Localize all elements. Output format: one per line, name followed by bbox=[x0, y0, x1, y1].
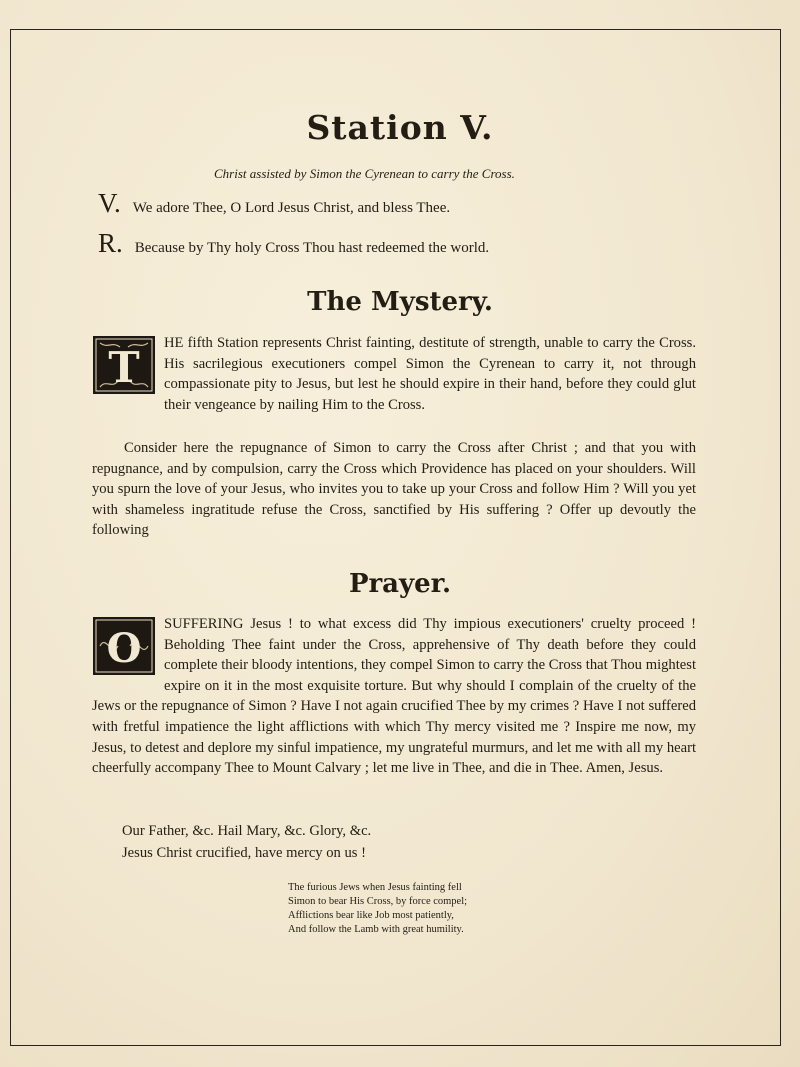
response-text: Because by Thy holy Cross Thou hast redeemed the world. bbox=[134, 240, 490, 256]
prayer-paragraph-text: SUFFERING Jesus ! to what excess did Thy impious executioners' cruelty proceed ! Beholding Thee faint under the Cross, apprehensive of Thy death before they could complete their bloody intentions, they compel Simon to carry the Cross that Thou mightest expire on it in the most exquisite torture. But why should I complain of the cruelty of the Jews or the repugnance of Simon ? Have I not again crucified Thee by my crimes ? Have I not suffered with fretful impatience the light afflictions with which Thy mercy visited me ? Inspire me now, my Jesus, to detest and deplore my sinful impatience, my ungrateful murmurs, and let me with all my heart cheerfully accompany Thee to Mount Calvary ; let me live in Thee, and die in Thee. Amen, Jesus. bbox=[92, 616, 696, 777]
mystery-paragraph-1-text: HE fifth Station represents Christ fainting, destitute of strength, unable to carry the Cross. His sacrilegious executioners compel Simon the Cyrenean to carry it, not through compassionate pity to Jesus, but lest he should expire in their hand, before they could glut their vengeance by nailing Him to the Cross. bbox=[164, 335, 696, 413]
mystery-paragraph-1 bbox=[92, 333, 696, 415]
mystery-paragraph-2: Consider here the repugnance of Simon to carry the Cross after Christ ; and that you with repugnance, and by compulsion, carry the Cross which Providence has placed on your shoulders. Will you spurn the love of your Jesus, who invites you to take up your Cross and follow Him ? Will you yet with shameless ingratitude refuse the Cross, sanctified by His suffering ? Offer up devoutly the following bbox=[92, 440, 696, 539]
versicle-letter: V. bbox=[98, 188, 121, 218]
response-line bbox=[98, 228, 489, 259]
station-title: Station V. bbox=[306, 108, 494, 147]
versicle-text: We adore Thee, O Lord Jesus Christ, and bless Thee. bbox=[132, 200, 451, 216]
jesus-crucified-line: Jesus Christ crucified, have mercy on us ! bbox=[122, 845, 366, 861]
verse-line: The furious Jews when Jesus fainting fell bbox=[288, 882, 462, 893]
verse-line: Simon to bear His Cross, by force compel; bbox=[288, 896, 468, 907]
ornamental-initial-o-icon bbox=[92, 616, 156, 676]
prayer-paragraph bbox=[92, 614, 696, 779]
ornamental-initial-t-icon bbox=[92, 335, 156, 395]
initial-t-letter: T bbox=[108, 343, 140, 392]
closing-verse bbox=[288, 881, 467, 937]
prayer-heading: Prayer. bbox=[348, 569, 452, 599]
response-letter: R. bbox=[98, 228, 123, 258]
verse-line: Afflictions bear like Job most patiently, bbox=[288, 910, 454, 921]
station-subtitle: Christ assisted by Simon the Cyrenean to carry the Cross. bbox=[214, 166, 515, 181]
initial-o-letter: O bbox=[106, 625, 142, 672]
mystery-heading: The Mystery. bbox=[307, 287, 493, 317]
our-father-line: Our Father, &c. Hail Mary, &c. Glory, &c. bbox=[122, 823, 372, 839]
verse-line: And follow the Lamb with great humility. bbox=[288, 924, 464, 935]
versicle-line bbox=[98, 188, 450, 219]
